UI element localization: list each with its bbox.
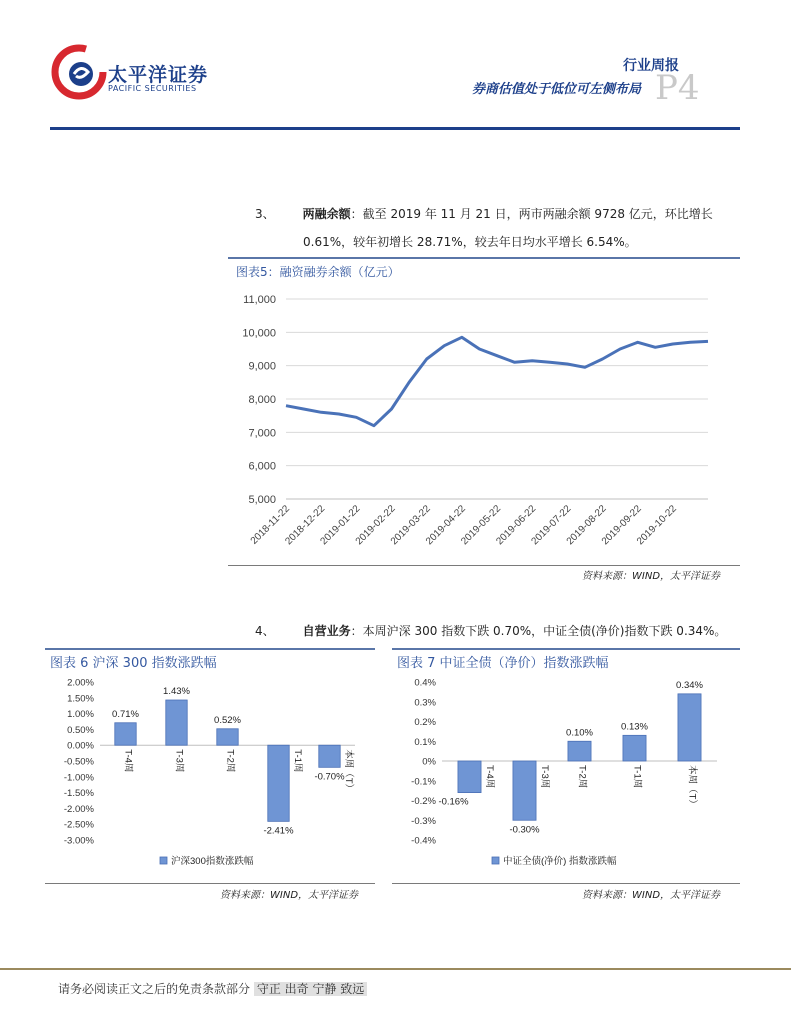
figure7-bottom-rule xyxy=(392,883,740,884)
footer-slogan: 守正 出奇 宁静 致远 xyxy=(254,982,367,996)
y-tick-label: -0.4% xyxy=(411,835,436,847)
y-tick-label: 11,000 xyxy=(243,294,276,306)
x-tick-label: 2019-07-22 xyxy=(529,503,574,548)
bar xyxy=(115,723,136,745)
y-tick-label: 5,000 xyxy=(248,494,276,506)
section3-text-line2: 0.61%，较年初增长 28.71%，较去年日均水平增长 6.54%。 xyxy=(303,235,637,249)
x-tick-label: T-2周 xyxy=(224,749,236,773)
y-tick-label: -0.2% xyxy=(411,796,436,807)
figure5-source: 资料来源：WIND，太平洋证券 xyxy=(582,571,721,582)
y-tick-label: 6,000 xyxy=(248,460,276,473)
x-tick-label: T-3周 xyxy=(173,749,185,773)
y-tick-label: -2.50% xyxy=(63,819,94,831)
x-tick-label: T-4周 xyxy=(122,749,134,773)
y-tick-label: -1.00% xyxy=(63,772,94,784)
data-label: 1.43% xyxy=(163,686,190,698)
figure7-caption: 图表 7 中证全债（净价）指数涨跌幅 xyxy=(397,656,609,671)
figure7-bar-chart xyxy=(392,672,740,882)
bar xyxy=(623,735,646,761)
section3-heading: 两融余额 xyxy=(302,207,351,221)
x-tick-label: 2019-09-22 xyxy=(599,503,644,548)
figure6-top-rule xyxy=(45,648,375,650)
x-tick-label: 本周（T） xyxy=(343,749,355,794)
figure5-bottom-rule xyxy=(228,565,740,566)
y-tick-label: 1.50% xyxy=(67,693,94,705)
y-tick-label: -2.00% xyxy=(63,803,94,815)
y-tick-label: 8,000 xyxy=(248,394,276,406)
y-tick-label: -0.50% xyxy=(63,756,94,768)
legend-swatch xyxy=(160,857,167,864)
company-name-en: PACIFIC SECURITIES xyxy=(108,84,197,93)
legend-swatch xyxy=(492,857,499,864)
x-tick-label: 2019-05-22 xyxy=(459,503,504,548)
data-label: 0.52% xyxy=(214,714,241,726)
y-tick-label: 2.00% xyxy=(67,677,94,689)
x-tick-label: T-2周 xyxy=(576,765,588,789)
figure5-top-rule xyxy=(228,257,740,259)
report-title: 券商估值处于低位可左侧布局 xyxy=(471,82,641,97)
y-tick-label: 0.1% xyxy=(414,736,436,748)
x-tick-label: T-3周 xyxy=(539,765,551,789)
y-tick-label: 0.00% xyxy=(67,740,94,752)
bar xyxy=(268,745,289,821)
figure6-bar-chart xyxy=(45,672,375,882)
footer xyxy=(58,980,367,997)
bar xyxy=(319,745,340,767)
margin-balance-line xyxy=(286,337,708,425)
x-tick-label: T-1周 xyxy=(631,765,643,789)
data-label: -0.16% xyxy=(438,796,469,808)
x-tick-label: 2019-02-22 xyxy=(353,503,398,548)
y-tick-label: 0% xyxy=(422,756,436,768)
data-label: -2.41% xyxy=(263,825,294,837)
section4-text: ：本周沪深 300 指数下跌 0.70%，中证全债(净价)指数下跌 0.34%。 xyxy=(350,624,727,638)
y-tick-label: 0.50% xyxy=(67,724,94,736)
company-logo xyxy=(50,42,108,100)
x-tick-label: 本周（T） xyxy=(686,765,698,809)
x-tick-label: 2018-12-22 xyxy=(283,503,328,548)
section3-text-line1: ：截至 2019 年 11 月 21 日，两市两融余额 9728 亿元，环比增长 xyxy=(350,207,713,221)
legend-label: 沪深300指数涨跌幅 xyxy=(171,856,254,867)
section4-paragraph xyxy=(255,617,755,645)
figure6-bottom-rule xyxy=(45,883,375,884)
x-tick-label: 2018-11-22 xyxy=(248,503,293,547)
y-tick-label: 0.3% xyxy=(414,697,436,709)
section3-paragraph xyxy=(255,200,745,228)
y-tick-label: 0.4% xyxy=(414,677,436,689)
section3-number: 3、 xyxy=(255,207,275,221)
figure5-caption: 图表5：融资融券余额（亿元） xyxy=(236,265,400,279)
data-label: -0.70% xyxy=(314,771,345,783)
x-tick-label: T-4周 xyxy=(484,765,496,789)
figure7-source: 资料来源：WIND，太平洋证券 xyxy=(582,890,721,901)
y-tick-label: 7,000 xyxy=(248,427,276,440)
data-label: -0.30% xyxy=(509,824,540,836)
x-tick-label: 2019-10-22 xyxy=(635,503,679,548)
y-tick-label: 9,000 xyxy=(248,360,276,373)
x-tick-label: T-1周 xyxy=(292,749,304,773)
x-tick-label: 2019-03-22 xyxy=(388,503,433,548)
bar xyxy=(513,761,536,820)
figure7-top-rule xyxy=(392,648,740,650)
report-type: 行业周报 xyxy=(623,58,679,74)
bar xyxy=(166,700,187,745)
y-tick-label: -0.1% xyxy=(411,776,436,788)
figure6-caption: 图表 6 沪深 300 指数涨跌幅 xyxy=(50,656,217,671)
footer-rule xyxy=(0,968,791,970)
data-label: 0.13% xyxy=(621,721,648,733)
figure5-line-chart xyxy=(228,285,740,563)
bar xyxy=(458,761,481,793)
x-tick-label: 2019-06-22 xyxy=(494,503,539,548)
section4-number: 4、 xyxy=(255,624,275,638)
legend-label: 中证全债(净价) 指数涨跌幅 xyxy=(503,856,617,867)
bar xyxy=(568,741,591,761)
x-tick-label: 2019-01-22 xyxy=(318,503,363,548)
bar xyxy=(217,729,238,745)
figure6-source: 资料来源：WIND，太平洋证券 xyxy=(220,890,359,901)
header-rule xyxy=(50,127,740,130)
y-tick-label: 1.00% xyxy=(67,709,94,721)
data-label: 0.10% xyxy=(566,727,593,739)
bar xyxy=(678,694,701,761)
y-tick-label: 0.2% xyxy=(414,717,436,728)
y-tick-label: 10,000 xyxy=(242,327,276,340)
data-label: 0.34% xyxy=(676,679,703,691)
y-tick-label: -1.50% xyxy=(63,788,94,800)
x-tick-label: 2019-08-22 xyxy=(564,503,609,548)
page-number: P4 xyxy=(655,68,700,108)
data-label: 0.71% xyxy=(112,708,139,720)
y-tick-label: -3.00% xyxy=(63,835,94,847)
company-name-cn: 太平洋证券 xyxy=(108,64,209,86)
x-tick-label: 2019-04-22 xyxy=(424,503,468,548)
y-tick-label: -0.3% xyxy=(411,815,436,827)
section4-heading: 自营业务 xyxy=(302,624,351,638)
footer-disclaimer: 请务必阅读正文之后的免责条款部分 xyxy=(58,982,251,996)
